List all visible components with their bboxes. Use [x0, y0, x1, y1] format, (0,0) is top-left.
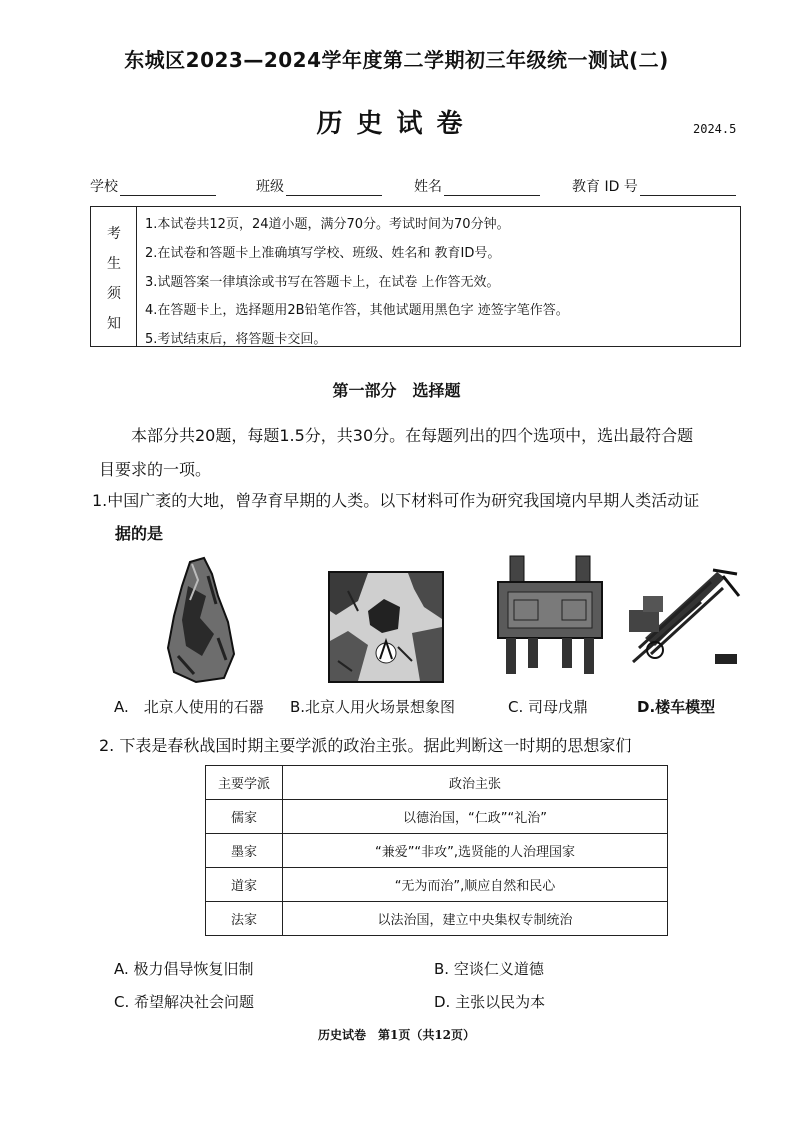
fire-scene-image: [328, 571, 444, 683]
school-field: [90, 176, 216, 196]
exam-title: 东城区2023—2024学年度第二学期初三年级统一测试(二): [124, 48, 669, 72]
q1-stem-line2: 据的是: [115, 524, 164, 543]
table-row: [206, 834, 668, 868]
section-title: 第一部分 选择题: [332, 381, 461, 400]
table-cell: 墨家: [206, 834, 283, 868]
siege-tower-model-image: [627, 566, 743, 670]
ding-vessel-image: [494, 554, 606, 676]
notice-item: 5.考试结束后，将答题卡交回。: [145, 332, 327, 347]
notice-item: 4.在答题卡上，选择题用2B铅笔作答，其他试题用黑色字 迹签字笔作答。: [145, 303, 569, 318]
q2-option-d[interactable]: D. 主张以民为本: [434, 993, 546, 1011]
schools-table: [205, 765, 668, 936]
notice-heading-char: 须: [107, 286, 121, 302]
q1-option-d[interactable]: D.楼车模型: [637, 698, 716, 716]
notice-item: 3.试题答案一律填涂或书写在答题卡上，在试卷 上作答无效。: [145, 275, 500, 290]
exam-notice-box: [90, 206, 741, 347]
class-label: 班级: [256, 179, 284, 195]
name-field: [414, 176, 540, 196]
notice-heading-char: 考: [107, 226, 121, 242]
section-intro-line2: 目要求的一项。: [99, 460, 212, 479]
education-id-label: 教育 ID 号: [572, 179, 638, 195]
class-blank[interactable]: [286, 181, 382, 196]
q2-option-a[interactable]: A. 极力倡导恢复旧制: [114, 960, 254, 978]
table-row: [206, 902, 668, 936]
notice-heading-char: 知: [107, 316, 121, 332]
table-row: [206, 868, 668, 902]
exam-date: 2024.5: [693, 122, 737, 136]
q1-stem-line1: 1.中国广袤的大地，曾孕育早期的人类。以下材料可作为研究我国境内早期人类活动证: [92, 491, 700, 510]
notice-heading-char: 生: [107, 256, 121, 272]
table-cell: 道家: [206, 868, 283, 902]
notice-item: 2.在试卷和答题卡上准确填写学校、班级、姓名和 教育ID号。: [145, 246, 501, 261]
exam-subject: 历史试卷: [316, 109, 477, 139]
q2-option-c[interactable]: C. 希望解决社会问题: [114, 993, 255, 1011]
education-id-field: [572, 176, 736, 196]
page-footer: 历史试卷 第1页（共12页）: [317, 1028, 476, 1042]
school-blank[interactable]: [120, 181, 216, 196]
school-label: 学校: [90, 179, 118, 195]
q2-stem: 2. 下表是春秋战国时期主要学派的政治主张。据此判断这一时期的思想家们: [99, 736, 632, 755]
notice-heading: [91, 207, 137, 346]
education-id-blank[interactable]: [640, 181, 736, 196]
q1-option-a[interactable]: A. 北京人使用的石器: [114, 698, 264, 716]
table-header: 主要学派: [206, 766, 283, 800]
table-cell: 法家: [206, 902, 283, 936]
q2-option-b[interactable]: B. 空谈仁义道德: [434, 960, 544, 978]
table-cell: 以德治国，“仁政”“礼治”: [283, 800, 668, 834]
stone-tool-image: [160, 556, 240, 686]
section-intro-line1: 本部分共20题，每题1.5分，共30分。在每题列出的四个选项中，选出最符合题: [131, 426, 694, 445]
table-row: [206, 800, 668, 834]
table-header-row: [206, 766, 668, 800]
table-cell: 以法治国，建立中央集权专制统治: [283, 902, 668, 936]
q1-option-b[interactable]: B.北京人用火场景想象图: [290, 698, 456, 716]
table-header: 政治主张: [283, 766, 668, 800]
name-blank[interactable]: [444, 181, 540, 196]
class-field: [256, 176, 382, 196]
table-cell: 儒家: [206, 800, 283, 834]
notice-item: 1.本试卷共12页，24道小题，满分70分。考试时间为70分钟。: [145, 217, 510, 232]
table-cell: “无为而治”,顺应自然和民心: [283, 868, 668, 902]
student-info-row: [90, 176, 745, 196]
q1-option-c[interactable]: C. 司母戊鼎: [508, 698, 589, 716]
name-label: 姓名: [414, 179, 442, 195]
table-cell: “兼爱”“非攻”,选贤能的人治理国家: [283, 834, 668, 868]
